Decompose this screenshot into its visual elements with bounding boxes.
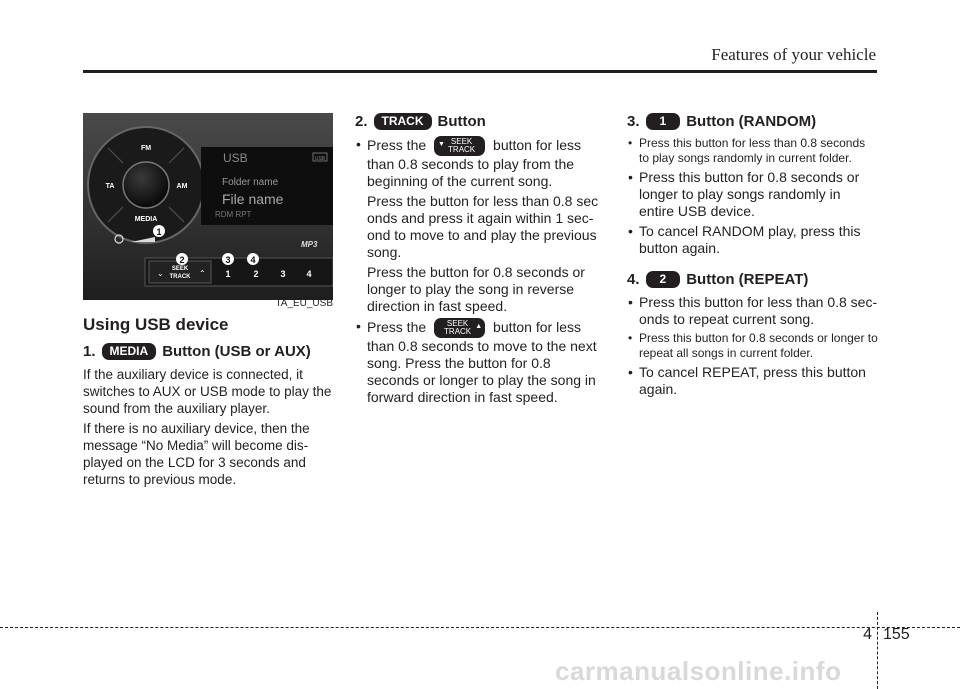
svg-text:3: 3 (225, 255, 231, 265)
section-title: Button (USB or AUX) (162, 343, 311, 360)
screen-folder: Folder name (222, 177, 279, 188)
seek-down-button-icon: ▼ SEEK TRACK (434, 136, 485, 156)
ta-button: TA (105, 183, 115, 190)
screen-usb-badge: USB (314, 156, 326, 162)
page-number: 155 (883, 626, 910, 643)
svg-text:1: 1 (156, 227, 162, 237)
radio-panel-figure (83, 113, 333, 300)
am-button: AM (176, 183, 188, 190)
preset-3: 3 (280, 269, 286, 279)
track-label: TRACK (169, 274, 191, 280)
callout-2 (176, 253, 188, 265)
text: Press the (367, 319, 427, 335)
paragraph: If the auxiliary device is connected, it switches to AUX or USB mode to play the sound from the auxiliary player. (83, 367, 332, 416)
section-heading: Using USB device (83, 315, 229, 334)
track-badge: TRACK (374, 113, 432, 130)
list-item: • Press this button for 0.8 seconds or longer to repeat all songs in current folder. (627, 331, 878, 361)
screen-mode: USB (223, 151, 248, 165)
section-title: Button (REPEAT) (686, 271, 809, 288)
paragraph: If there is no auxiliary device, then the message “No Media” will become dis- played on the LCD for 3 seconds and returns to previous mode. (83, 421, 310, 487)
text: button for less (493, 319, 581, 335)
preset-2-badge: 2 (646, 271, 681, 288)
section-number: 4. (627, 271, 640, 288)
svg-text:4: 4 (250, 255, 256, 265)
list-item: • Press this button for 0.8 seconds or longer to play songs randomly in entire USB device. (627, 169, 878, 220)
section-number: 1. (83, 343, 96, 360)
chapter-number: 4 (863, 626, 872, 643)
section-title: Button (437, 113, 486, 130)
text: Press the (367, 137, 427, 153)
list-item (355, 318, 605, 406)
section-number: 2. (355, 113, 368, 130)
footer-divider (877, 612, 878, 689)
section-number: 3. (627, 113, 640, 130)
column-3 (627, 113, 878, 401)
callout-1 (153, 225, 165, 237)
footer-rule (0, 627, 960, 628)
list-item: • Press this button for less than 0.8 sec- onds to repeat current song. (627, 294, 878, 328)
column-2 (355, 113, 605, 409)
list-item: • To cancel REPEAT, press this button again. (627, 364, 878, 398)
list-item: • Press this button for less than 0.8 seconds to play songs randomly in current folder. (627, 136, 878, 166)
random-button-heading (627, 113, 878, 130)
screen-status: RDM RPT (215, 210, 252, 219)
seek-down-icon: ⌄ (157, 269, 164, 278)
callout-4 (247, 253, 259, 265)
preset-1-badge: 1 (646, 113, 681, 130)
seek-label: SEEK (171, 266, 189, 272)
seek-up-button-icon: SEEK TRACK ▲ (434, 318, 485, 338)
preset-2: 2 (253, 269, 259, 279)
watermark: carmanualsonline.info (555, 656, 842, 686)
text: than 0.8 seconds to move to the next song. Press the button for 0.8 seconds or longer to play the song in forward direction in fast speed. (367, 338, 597, 405)
mp3-logo: MP3 (301, 240, 318, 249)
media-button-heading (83, 343, 333, 360)
text: button for less (493, 137, 581, 153)
media-button: MEDIA (134, 216, 158, 223)
column-1 (83, 316, 333, 491)
list-item (355, 136, 605, 315)
screen-file: File name (222, 191, 284, 207)
list-item: • To cancel RANDOM play, press this button again. (627, 223, 878, 257)
fm-button: FM (140, 145, 152, 152)
text: than 0.8 seconds to play from the beginning of the current song. (367, 156, 575, 189)
preset-4: 4 (306, 269, 312, 279)
paragraph: Press the button for 0.8 seconds or longer to play the song in reverse direction in fast speed. (367, 264, 585, 314)
preset-1: 1 (225, 269, 231, 279)
seek-up-icon: ⌃ (199, 269, 206, 278)
header-title: Features of your vehicle (711, 45, 876, 64)
figure-caption: TA_EU_USB (275, 298, 333, 309)
callout-3 (222, 253, 234, 265)
paragraph: Press the button for less than 0.8 sec onds and press it again within 1 sec- ond to move to and play the previous song. (367, 193, 599, 260)
header-rule (83, 70, 877, 73)
section-title: Button (RANDOM) (686, 113, 817, 130)
track-button-heading (355, 113, 605, 130)
radio-panel-illustration (83, 113, 333, 300)
svg-text:2: 2 (179, 255, 185, 265)
media-badge: MEDIA (102, 343, 157, 360)
repeat-button-heading (627, 271, 878, 288)
